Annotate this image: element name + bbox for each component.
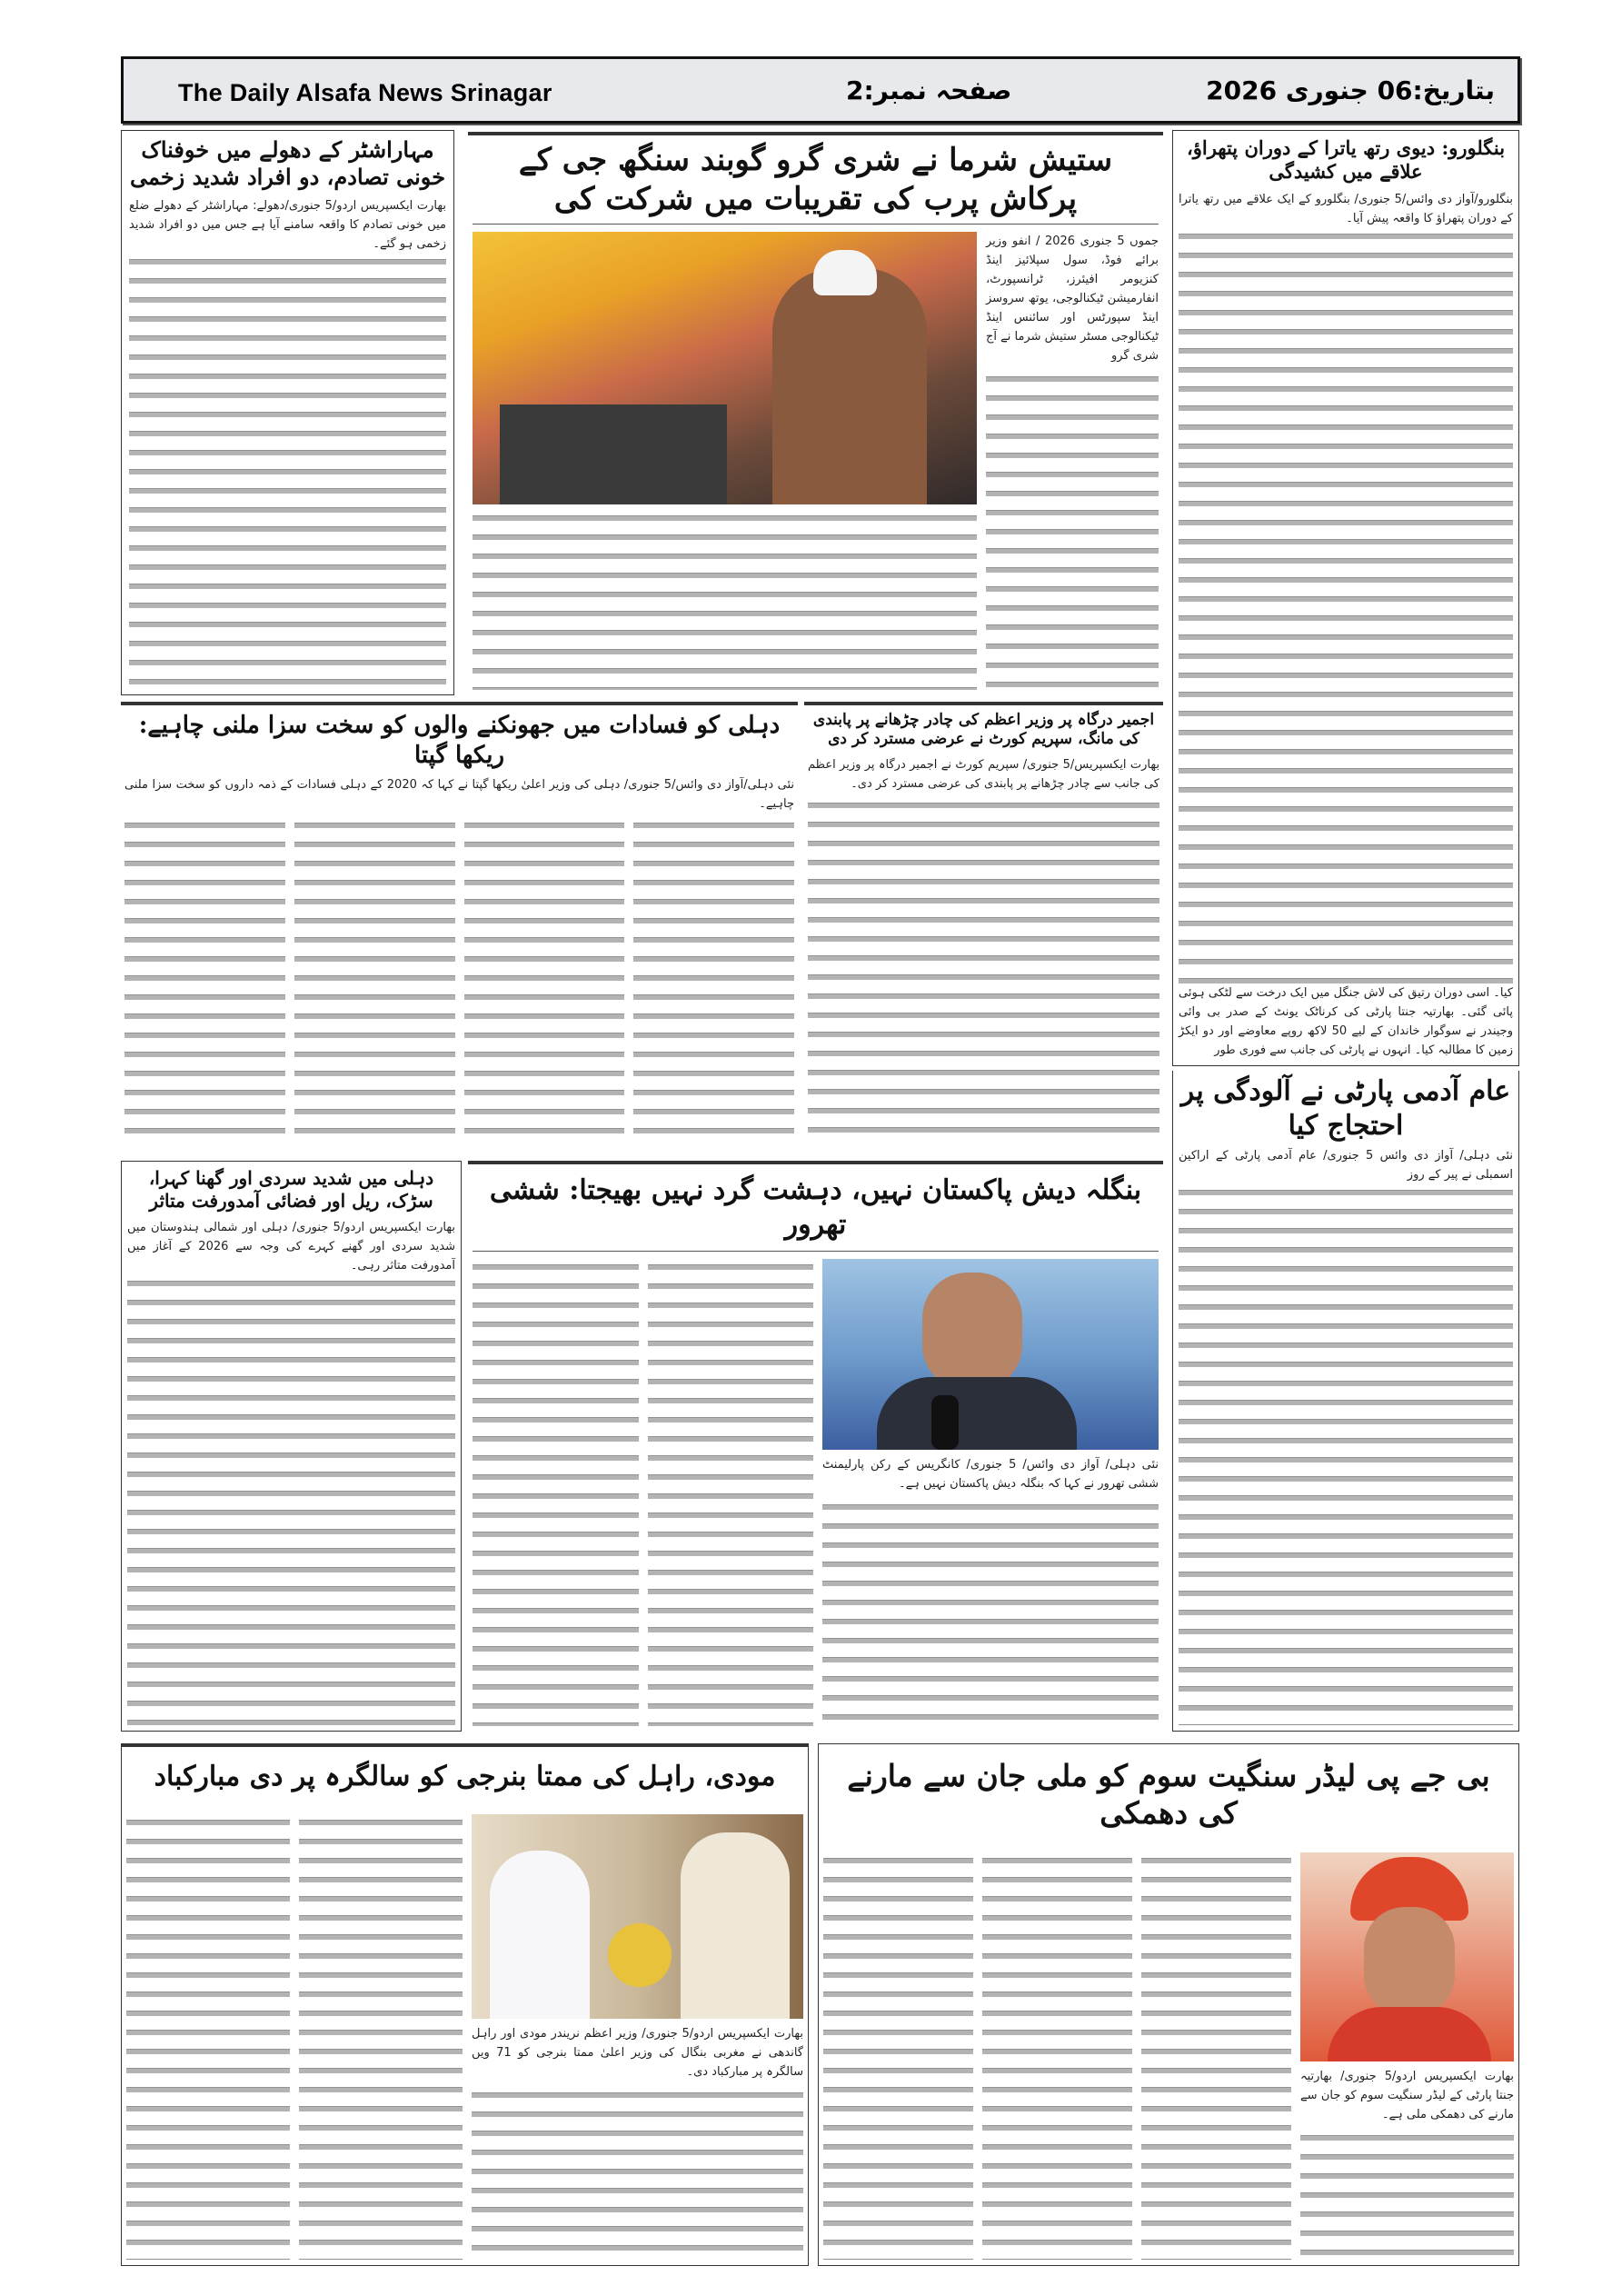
- right-text-column: [986, 232, 1159, 690]
- text-column: [823, 1852, 973, 2261]
- text-column: [473, 1259, 639, 1726]
- text-column: [299, 1814, 463, 2261]
- photo-column: [472, 1814, 803, 2261]
- article-bangladesh: [468, 1161, 1163, 1732]
- photo-column: [1300, 1852, 1514, 2261]
- article-lead: بھارت ایکسپریس اردو/5 جنوری/دھولے: مہاراشٹر کے دھولے ضلع میں خونی تصادم کا واقعہ سامنے آیا ہے جس میں دو افراد شدید زخمی ہو گئے۔: [129, 199, 446, 251]
- article-body-text: [808, 797, 1159, 1147]
- article-body-text: [1179, 1184, 1513, 1725]
- article-lead: بھارت ایکسپریس/5 جنوری/ سپریم کورٹ نے اجمیر درگاہ پر وزیر اعظم کی جانب سے چادر چڑھانے پر پابندی کی عرضی مسترد کر دی۔: [808, 757, 1159, 791]
- article-body-text: [1179, 228, 1513, 984]
- article-lead: نئی دہلی/ آواز دی وائس/ 5 جنوری/ کانگریس کے رکن پارلیمنٹ ششی تھرور نے کہا کہ بنگلہ دیش پاکستان نہیں ہے۔: [822, 1458, 1159, 1491]
- shirt: [1328, 2007, 1491, 2061]
- article-delhi-riots: [121, 702, 798, 1152]
- article-content: [126, 1807, 803, 2261]
- article-body-text: [822, 1499, 1159, 1726]
- article-content: [473, 1252, 1159, 1726]
- article-body-text: [129, 254, 446, 689]
- masthead: [121, 56, 1520, 124]
- text-column: [648, 1259, 814, 1726]
- headline: بنگلورو: دیوی رتھ یاترا کے دوران پتھراؤ، علاقے میں کشیدگی: [1186, 136, 1506, 184]
- sangeet-som-photo: [1300, 1852, 1514, 2061]
- headline: ستیش شرما نے شری گرو گوبند سنگھ جی کے پرکاش پرب کی تقریبات میں شرکت کی: [473, 135, 1159, 225]
- article-content: [823, 1845, 1514, 2261]
- headline: دہلی میں شدید سردی اور گھنا کہرا، سڑک، ریل اور فضائی آمدورفت متاثر: [148, 1167, 434, 1212]
- article-ajmer: [804, 702, 1163, 1152]
- photo-column: [822, 1259, 1159, 1726]
- article-lead: جموں 5 جنوری 2026 / انفو وزیر برائے فوڈ، سول سپلائیز اینڈ کنزیومر افیئرز، ٹرانسپورٹ، انفارمیشن ٹیکنالوجی، یوتھ سروسز اینڈ سپورٹس اور سائنس اینڈ ٹیکنالوجی مسٹر ستیش شرما نے آج شری گرو: [985, 235, 1159, 363]
- issue-date: بتاریخ:06 جنوری 2026: [1206, 75, 1495, 105]
- article-body-text: [986, 371, 1159, 690]
- article-body-columns: [473, 510, 977, 690]
- speaker-figure: [772, 268, 927, 504]
- lectern: [500, 404, 727, 504]
- headline: عام آدمی پارٹی نے آلودگی پر احتجاج کیا: [1180, 1075, 1511, 1142]
- headline: دہلی کو فسادات میں جھونکنے والوں کو سخت سزا ملنی چاہیے: ریکھا گپتا: [138, 712, 781, 769]
- text-column: [294, 817, 455, 1146]
- article-lead: بھارت ایکسپریس اردو/5 جنوری/ وزیر اعظم نریندر مودی اور راہل گاندھی نے مغربی بنگال کی وزیر اعلیٰ ممتا بنرجی کو 71 ویں سالگرہ پر مبارکباد دی۔: [472, 2026, 804, 2079]
- headline: بنگلہ دیش پاکستان نہیں، دہشت گرد نہیں بھیجتا: ششی تھرور: [473, 1164, 1159, 1252]
- article-satish-sharma: [468, 132, 1163, 695]
- text-column: [633, 817, 794, 1146]
- article-body-columns: [823, 1852, 1291, 2261]
- mamata-figure: [490, 1851, 590, 2019]
- article-bengaluru: [1172, 130, 1519, 1066]
- microphone-icon: [931, 1395, 959, 1450]
- article-body-columns: [126, 1814, 463, 2261]
- article-lead: نئی دہلی/ آواز دی وائس 5 جنوری/ عام آدمی پارٹی کے اراکین اسمبلی نے پیر کے روز: [1179, 1149, 1513, 1182]
- flower-bouquet: [608, 1923, 672, 1987]
- article-body-columns: [124, 814, 794, 1146]
- article-lead: نئی دہلی/آواز دی وائس/5 جنوری/ دہلی کی وزیر اعلیٰ ریکھا گپتا نے کہا کہ 2020 کے دہلی فسادات کے ذمہ داروں کو سخت سزا ملنی چاہیے۔: [124, 778, 794, 811]
- headline: مہاراشٹر کے دھولے میں خوفناک خونی تصادم، دو افراد شدید زخمی: [129, 136, 446, 190]
- turban: [813, 250, 877, 295]
- article-bjp-leader: [818, 1743, 1519, 2266]
- headline: اجمیر درگاہ پر وزیر اعظم کی چادر چڑھانے پر پابندی کی مانگ، سپریم کورٹ نے عرضی مسترد کر دی: [812, 711, 1155, 749]
- newspaper-title: The Daily Alsafa News Srinagar: [178, 79, 552, 106]
- headline: مودی، راہل کی ممتا بنرجی کو سالگرہ پر دی مبارکباد: [154, 1761, 776, 1792]
- face: [1364, 1907, 1455, 2016]
- text-column: [982, 1852, 1132, 2261]
- article-body-text: [472, 2087, 803, 2261]
- article-lead: بھارت ایکسپریس اردو/5 جنوری/ بھارتیہ جنتا پارٹی کے لیڈر سنگیت سوم کو جان سے مارنے کی دھمکی ملی ہے۔: [1300, 2069, 1515, 2121]
- article-lead: بھارت ایکسپریس اردو/5 جنوری/ دہلی اور شمالی ہندوستان میں شدید سردی اور گھنے کہرے کی وجہ سے 2026 کے آغاز میں آمدورفت متاثر رہی۔: [127, 1221, 455, 1273]
- face: [922, 1273, 1022, 1391]
- text-column: [1141, 1852, 1291, 2261]
- text-column: [464, 817, 625, 1146]
- article-body-columns: [473, 1259, 813, 1726]
- article-aap: [1172, 1071, 1519, 1732]
- article-delhi-cold: [121, 1161, 462, 1732]
- photo-column: [473, 232, 977, 690]
- text-column: [124, 817, 285, 1146]
- modi-figure: [681, 1832, 790, 2019]
- jacket: [877, 1377, 1077, 1450]
- article-maharashtra: [121, 130, 454, 695]
- article-content: [473, 225, 1159, 690]
- gurdwara-ceremony-photo: [473, 232, 977, 504]
- modi-mamata-photo: [472, 1814, 803, 2019]
- page-number: صفحہ نمبر:2: [846, 75, 1012, 105]
- article-lead: بنگلورو/آواز دی وائس/5 جنوری/ بنگلورو کے ایک علاقے میں رتھ یاترا کے دوران پتھراؤ کا واقعہ پیش آیا۔: [1179, 192, 1513, 225]
- article-modi-rahul: [121, 1743, 809, 2266]
- article-body-text: [127, 1275, 455, 1725]
- shashi-tharoor-photo: [822, 1259, 1159, 1450]
- headline: بی جے پی لیڈر سنگیت سوم کو ملی جان سے مارنے کی دھمکی: [847, 1758, 1490, 1832]
- text-column: [126, 1814, 290, 2261]
- article-continuation: کیا۔ اسی دوران رتیق کی لاش جنگل میں ایک درخت سے لٹکی ہوئی پائی گئی۔ بھارتیہ جنتا پارٹی کی کرناٹک یونٹ کے صدر بی وائی وجیندر نے سوگوار خاندان کے لیے 50 لاکھ روپے معاوضے اور دو ایکڑ زمین کا مطالبہ کیا۔ انہوں نے پارٹی کی جانب سے فوری طور: [1179, 986, 1513, 1057]
- article-body-text: [1300, 2130, 1514, 2261]
